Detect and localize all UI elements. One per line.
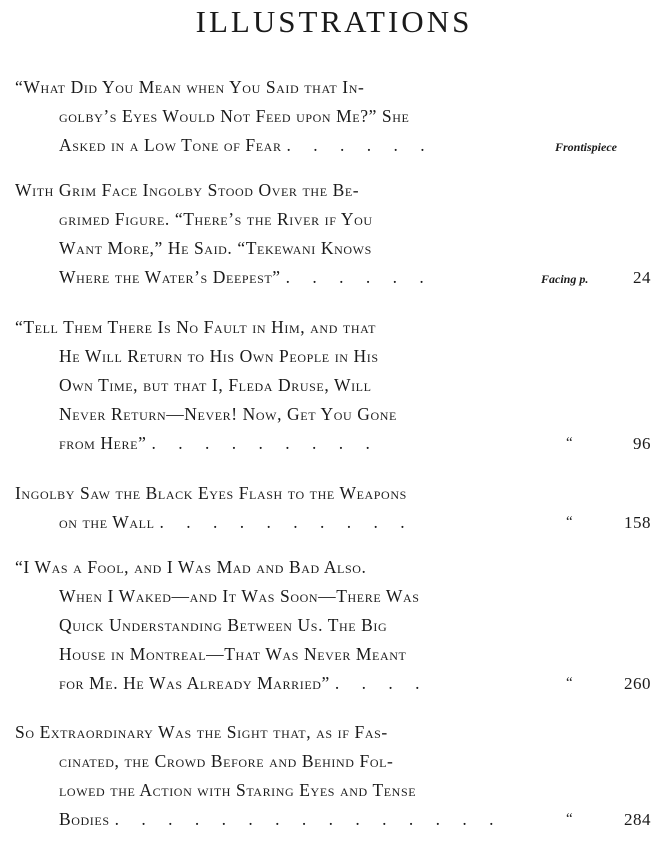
entry-text: from Here”	[59, 433, 147, 453]
entry-line: lowed the Action with Staring Eyes and Tense	[59, 780, 417, 800]
entry-line-last	[15, 508, 655, 537]
ditto-mark: “	[566, 435, 574, 451]
entry-text: for Me. He Was Already Married”	[59, 673, 330, 693]
ditto-mark: “	[566, 811, 574, 827]
page-title: ILLUSTRATIONS	[195, 4, 473, 39]
entry-line: With Grim Face Ingolby Stood Over the Be-	[15, 180, 360, 200]
illustration-entry	[15, 313, 655, 458]
page-number: 260	[624, 674, 651, 693]
entry-line: So Extraordinary Was the Sight that, as if Fas-	[15, 722, 388, 742]
leader-dots: . . . . . . . . . . . . . . .	[114, 809, 503, 829]
entry-line: Quick Understanding Between Us. The Big	[59, 615, 388, 635]
entry-line-last	[15, 429, 655, 458]
entry-text: Bodies	[59, 809, 110, 829]
entry-line: Never Return—Never! Now, Get You Gone	[59, 404, 397, 424]
entry-line: “What Did You Mean when You Said that In-	[15, 77, 365, 97]
entry-text: Where the Water’s Deepest”	[59, 267, 281, 287]
entry-line: Own Time, but that I, Fleda Druse, Will	[59, 375, 372, 395]
entry-line: When I Waked—and It Was Soon—There Was	[59, 586, 420, 606]
facing-page-label: Facing p.	[541, 272, 589, 286]
illustration-entry	[15, 718, 655, 834]
entry-line: golby’s Eyes Would Not Feed upon Me?” She	[59, 106, 410, 126]
entry-line: Want More,” He Said. “Tekewani Knows	[59, 238, 372, 258]
page-number: 96	[633, 434, 651, 453]
entry-line: grimed Figure. “There’s the River if You	[59, 209, 373, 229]
entry-line: He Will Return to His Own People in His	[59, 346, 379, 366]
leader-dots: . . . . . .	[286, 135, 434, 155]
illustration-entry	[15, 479, 655, 537]
entry-line-last	[15, 805, 655, 834]
entry-line: “Tell Them There Is No Fault in Him, and that	[15, 317, 376, 337]
entry-line: “I Was a Fool, and I Was Mad and Bad Also.	[15, 557, 367, 577]
illustration-entry	[15, 73, 655, 160]
entry-text: on the Wall	[59, 512, 155, 532]
leader-dots: . . . .	[334, 673, 429, 693]
entry-line: cinated, the Crowd Before and Behind Fol-	[59, 751, 394, 771]
leader-dots: . . . . . . . . .	[151, 433, 379, 453]
entry-line: House in Montreal—That Was Never Meant	[59, 644, 407, 664]
entry-line-last	[15, 131, 655, 160]
ditto-mark: “	[566, 675, 574, 691]
illustration-entry	[15, 176, 655, 292]
page-number: 24	[633, 268, 651, 287]
page-number: 158	[624, 513, 651, 532]
entry-line-last	[15, 263, 655, 292]
entry-text: Asked in a Low Tone of Fear	[59, 135, 282, 155]
entry-line-last	[15, 669, 655, 698]
leader-dots: . . . . . . . . . .	[159, 512, 414, 532]
leader-dots: . . . . . .	[285, 267, 433, 287]
illustration-entry	[15, 553, 655, 698]
frontispiece-label: Frontispiece	[555, 140, 617, 154]
entry-line: Ingolby Saw the Black Eyes Flash to the Weapons	[15, 483, 407, 503]
page-number: 284	[624, 810, 651, 829]
ditto-mark: “	[566, 514, 574, 530]
